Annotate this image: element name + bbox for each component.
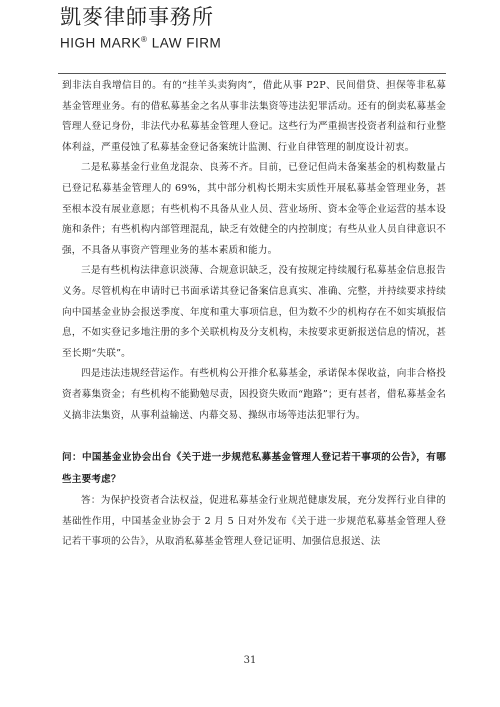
- logo-english-name: [60, 32, 300, 52]
- firm-logo: [60, 4, 300, 52]
- logo-en-left: HIGH MARK: [60, 35, 142, 51]
- logo-en-right: LAW FIRM: [151, 35, 222, 51]
- page-number: 31: [243, 655, 257, 666]
- paragraph-3: 三是有些机构法律意识淡薄、合规意识缺乏，没有按规定持续履行私募基金信息报告义务。尽管机构在申请时已书面承诺其登记备案信息真实、准确、完整，并持续要求持续向中国基金业协会报送季度、年度和重大事项信息，但为数不少的机构存在不如实填报信息，不如实登记多地注册的多个关联机构及分支机构，未按要求更新报送信息的情况，甚至长期“失联”。: [62, 265, 446, 359]
- paragraph-2: 二是私募基金行业鱼龙混杂、良莠不齐。目前，已登记但尚未备案基金的机构数量占已登记私募基金管理人的 69%，其中部分机构长期未实质性开展私募基金管理业务，甚至根本没有展业意愿；有些机构不具备从业人员、营业场所、资本金等企业运营的基本设施和条件；有些机构内部管理混乱，缺乏有效健全的内控制度；有些从业人员自律意识不强，不具备从事资产管理业务的基本素质和能力。: [62, 162, 446, 256]
- answer-paragraph: 答：为保护投资者合法权益，促进私募基金行业规范健康发展，充分发挥行业自律的基础性作用，中国基金业协会于 2 月 5 日对外发布《关于进一步规范私募基金管理人登记若干事项的公告》，从取消私募基金管理人登记证明、加强信息报送、法: [62, 495, 446, 548]
- paragraph-4: 四是违法违规经营运作。有些机构公开推介私募基金，承诺保本保收益，向非合格投资者募集资金；有些机构不能勤勉尽责，因投资失败而“跑路”；更有甚者，借私募基金名义搞非法集资，从事利益输送、内幕交易、操纵市场等违法犯罪行为。: [62, 368, 446, 421]
- question-heading: 问：中国基金业协会出台《关于进一步规范私募基金管理人登记若干事项的公告》，有哪些主要考虑？: [62, 452, 446, 486]
- header-divider: [58, 73, 446, 74]
- paragraph-1: 到非法自我增信目的。有的“挂羊头卖狗肉”，借此从事 P2P、民间借贷、担保等非私募基金管理业务。有的借私募基金之名从事非法集资等违法犯罪活动。还有的倒卖私募基金管理人登记身份，非法代办私募基金管理人登记。这些行为严重损害投资者利益和行业整体利益，严重侵蚀了私募基金登记备案统计监测、行业自律管理的制度设计初衷。: [62, 80, 446, 153]
- document-body: [62, 76, 446, 553]
- registered-mark: ®: [141, 35, 148, 44]
- logo-chinese-name: 凱麥律師事務所: [60, 5, 214, 29]
